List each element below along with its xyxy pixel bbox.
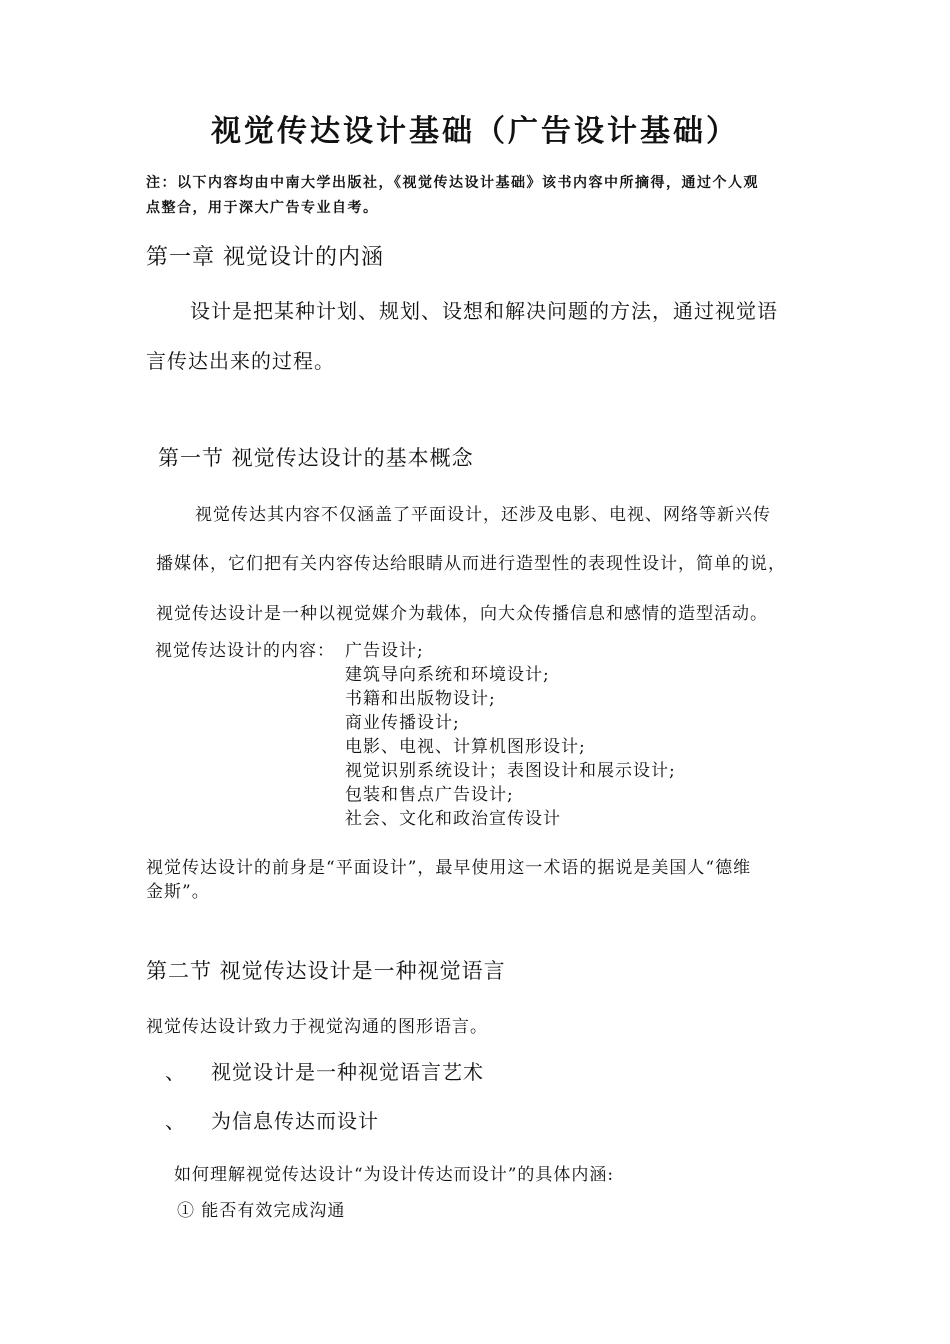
section-1-para-line-3: 视觉传达设计是一种以视觉媒介为载体，向大众传播信息和感情的造型活动。	[156, 604, 768, 624]
bullet-mark: 、	[165, 1060, 186, 1084]
origin-line-1: 视觉传达设计的前身是“平面设计”，最早使用这一术语的据说是美国人“德维	[146, 858, 752, 878]
chapter-heading: 第一章 视觉设计的内涵	[146, 245, 384, 270]
source-note-line-2: 点整合，用于深大广告专业自考。	[146, 200, 379, 216]
section-1-heading: 第一节 视觉传达设计的基本概念	[158, 446, 474, 470]
content-list-item: 视觉识别系统设计；表图设计和展示设计;	[345, 761, 676, 781]
bullet-mark: 、	[165, 1109, 186, 1133]
document-title: 视觉传达设计基础（广告设计基础）	[211, 114, 739, 149]
bullet-text: 视觉设计是一种视觉语言艺术	[211, 1060, 484, 1084]
bullet-text: 为信息传达而设计	[211, 1109, 379, 1133]
chapter-definition-line-1: 设计是把某种计划、规划、设想和解决问题的方法，通过视觉语	[190, 299, 778, 323]
point-1: ① 能否有效完成沟通	[177, 1201, 346, 1221]
content-list-item: 社会、文化和政治宣传设计	[345, 809, 561, 829]
source-note-line-1: 注：以下内容均由中南大学出版社，《视觉传达设计基础》该书内容中所摘得，通过个人观	[146, 175, 759, 191]
content-list-item: 电影、电视、计算机图形设计;	[345, 737, 586, 757]
section-1-para-line-2: 播媒体，它们把有关内容传达给眼睛从而进行造型性的表现性设计，简单的说，	[156, 554, 786, 574]
section-1-para-line-1: 视觉传达其内容不仅涵盖了平面设计，还涉及电影、电视、网络等新兴传	[195, 505, 771, 525]
chapter-definition-line-2: 言传达出来的过程。	[146, 349, 335, 373]
content-list-item: 广告设计;	[345, 641, 424, 661]
content-list-item: 商业传播设计;	[345, 713, 460, 733]
list-item	[165, 1056, 484, 1085]
content-list-item: 书籍和出版物设计;	[345, 689, 496, 709]
content-list-item: 包装和售点广告设计;	[345, 785, 514, 805]
question-line: 如何理解视觉传达设计“为设计传达而设计”的具体内涵:	[174, 1165, 615, 1185]
content-list-item: 建筑导向系统和环境设计;	[345, 665, 550, 685]
section-2-heading: 第二节 视觉传达设计是一种视觉语言	[146, 959, 506, 983]
section-2-intro: 视觉传达设计致力于视觉沟通的图形语言。	[146, 1017, 488, 1037]
content-label: 视觉传达设计的内容：	[155, 641, 335, 661]
origin-line-2: 金斯”。	[146, 882, 210, 902]
list-item	[165, 1105, 379, 1134]
